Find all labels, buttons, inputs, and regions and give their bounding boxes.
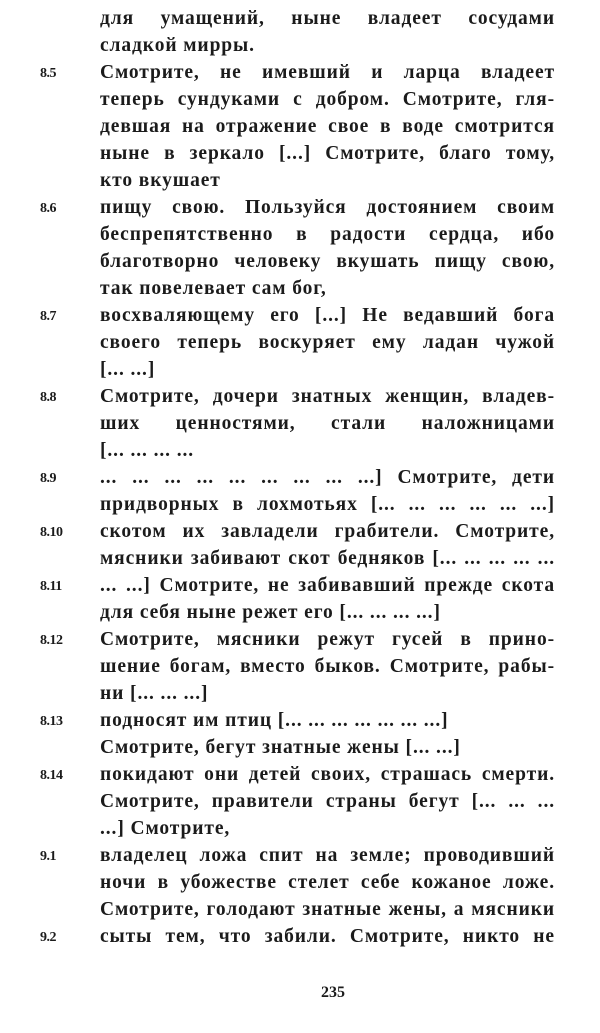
section-number: 8.6 (40, 201, 56, 216)
text-line: скотом их завладели грабители. Смотрите, (100, 521, 555, 542)
section-number: 8.5 (40, 66, 56, 81)
text-line: шение богам, вместо быков. Смотрите, рабы- (100, 656, 555, 677)
text-line: придворных в лохмотьях [... ... ... ... ... ...] (100, 494, 555, 515)
text-line: [... ...] (100, 359, 156, 380)
text-line: Смотрите, бегут знатные жены [... ...] (100, 737, 461, 758)
text-line: ... ... ... ... ... ... ... ... ...] Смотрите, дети (100, 467, 555, 488)
text-line: беспрепятственно в радости сердца, ибо (100, 224, 555, 245)
text-line: для умащений, ныне владеет сосудами (100, 8, 555, 29)
text-line: пищу свою. Пользуйся достоянием своим (100, 197, 555, 218)
text-line: покидают они детей своих, страшась смерти. (100, 764, 555, 785)
section-number: 8.14 (40, 768, 63, 783)
text-line: так повелевает сам бог, (100, 278, 327, 299)
text-line: Смотрите, дочери знатных женщин, владев- (100, 386, 555, 407)
section-number: 8.8 (40, 390, 56, 405)
text-line: Смотрите, голодают знатные жены, а мясники (100, 899, 555, 920)
section-number: 8.7 (40, 309, 56, 324)
text-line: девшая на отражение свое в воде смотрится (100, 116, 555, 137)
text-line: кто вкушает (100, 170, 221, 191)
section-number: 9.1 (40, 849, 56, 864)
text-line: восхваляющему его [...] Не ведавший бога (100, 305, 555, 326)
text-line: владелец ложа спит на земле; проводивший (100, 845, 555, 866)
text-line: подносят им птиц [... ... ... ... ... ... ...] (100, 710, 449, 731)
text-line: ...] Смотрите, (100, 818, 231, 839)
section-number: 9.2 (40, 930, 56, 945)
text-line: ныне в зеркало [...] Смотрите, благо тому, (100, 143, 555, 164)
text-line: ших ценностями, стали наложницами (100, 413, 555, 434)
section-number: 8.9 (40, 471, 56, 486)
section-number: 8.12 (40, 633, 63, 648)
text-line: мясники забивают скот бедняков [... ... ... ... ... (100, 548, 555, 569)
text-line: Смотрите, правители страны бегут [... ... ... (100, 791, 555, 812)
text-line: сладкой мирры. (100, 35, 255, 56)
text-line: своего теперь воскуряет ему ладан чужой (100, 332, 555, 353)
text-line: ни [... ... ...] (100, 683, 209, 704)
text-line: ночи в убожестве стелет себе кожаное ложе. (100, 872, 555, 893)
text-line: сыты тем, что забили. Смотрите, никто не (100, 926, 555, 947)
text-line: Смотрите, не имевший и ларца владеет (100, 62, 555, 83)
section-number: 8.13 (40, 714, 63, 729)
text-line: Смотрите, мясники режут гусей в прино- (100, 629, 555, 650)
section-number: 8.11 (40, 579, 62, 594)
text-line: для себя ныне режет его [... ... ... ...] (100, 602, 441, 623)
text-line: благотворно человеку вкушать пищу свою, (100, 251, 555, 272)
page-number: 235 (321, 984, 345, 1001)
text-line: теперь сундуками с добром. Смотрите, гля- (100, 89, 555, 110)
section-number: 8.10 (40, 525, 63, 540)
text-line: [... ... ... ... (100, 440, 195, 461)
text-line: ... ...] Смотрите, не забивавший прежде скота (100, 575, 555, 596)
